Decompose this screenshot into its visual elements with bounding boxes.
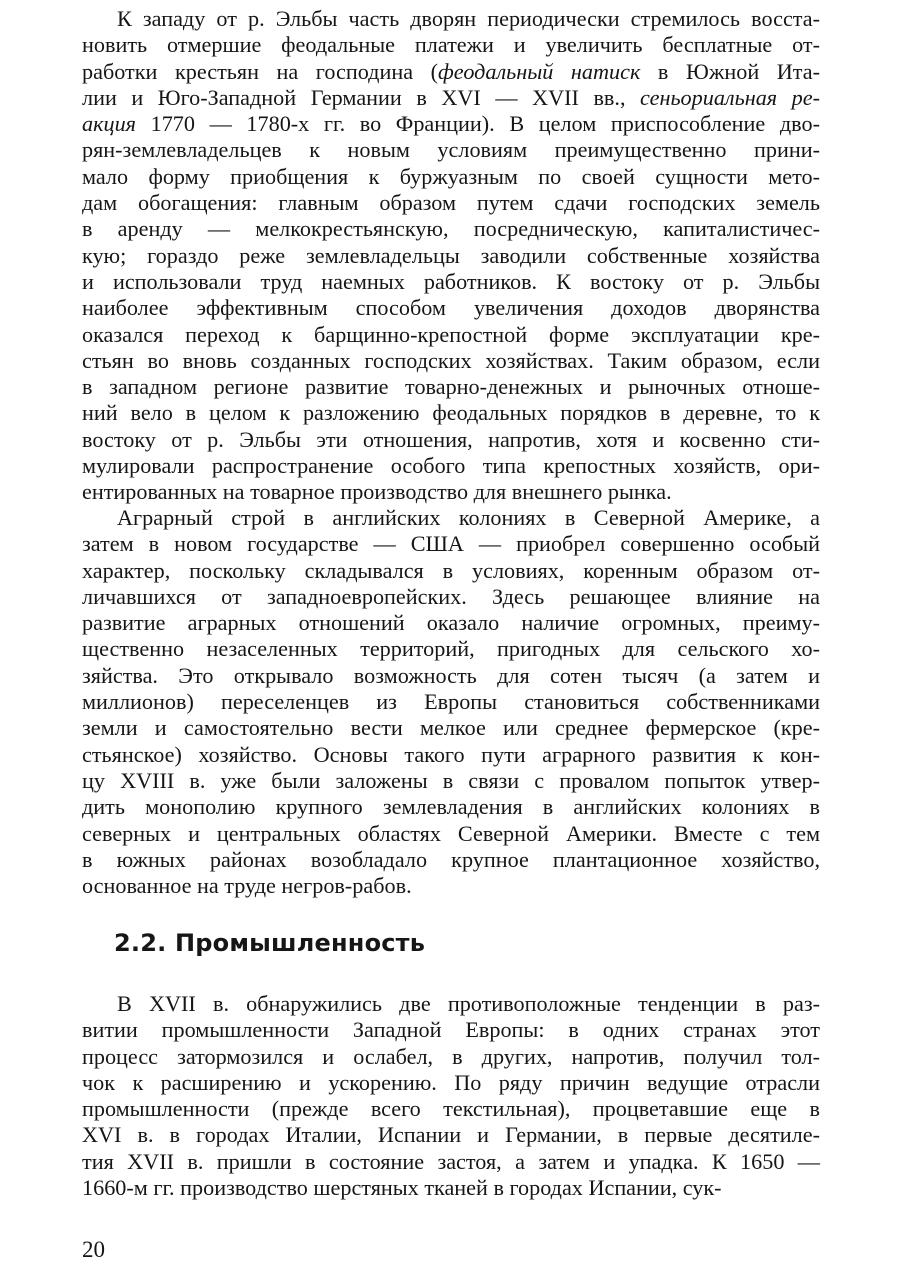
- text-run: развитие аграрных отношений оказало наличие огромных, преиму-: [82, 610, 820, 636]
- text-run: 1660-м гг. производство шерстяных тканей в городах Испании, сук-: [82, 1175, 722, 1201]
- text-line: [82, 847, 820, 873]
- text-run: и использовали труд наемных работников. К востоку от р. Эльбы: [82, 268, 820, 294]
- text-line: [82, 1017, 820, 1043]
- italic-term: феодальный натиск: [438, 58, 641, 84]
- text-run: ентированных на товарное производство для внешнего рынка.: [82, 479, 672, 505]
- text-line: [82, 1096, 820, 1122]
- text-line: [82, 821, 820, 847]
- text-run: процесс затормозился и ослабел, в других, напротив, получил тол-: [82, 1043, 820, 1069]
- text-run: личавшихся от западноевропейских. Здесь решающее влияние на: [82, 583, 820, 609]
- text-run: новить отмершие феодальные платежи и увеличить бесплатные от-: [82, 32, 820, 58]
- paragraph-2: [82, 505, 820, 899]
- text-line: [82, 479, 820, 505]
- text-line: [82, 558, 820, 584]
- text-run: мулировали распространение особого типа крепостных хозяйств, ори-: [82, 453, 820, 479]
- text-line: [82, 794, 820, 820]
- text-line: [82, 1070, 820, 1096]
- text-run: земли и самостоятельно вести мелкое или среднее фермерское (кре-: [82, 715, 820, 741]
- text-run: в аренду — мелкокрестьянскую, посредническую, капиталистичес-: [82, 216, 820, 242]
- text-line: [82, 85, 820, 111]
- text-line: [82, 505, 820, 531]
- text-run: промышленности (прежде всего текстильная), процветавшие еще в: [82, 1096, 820, 1122]
- text-line: [82, 243, 820, 269]
- text-run: ний вело в целом к разложению феодальных порядков в деревне, то к: [82, 400, 820, 426]
- section-heading: 2.2. Промышленность: [114, 929, 426, 957]
- text-line: [82, 991, 820, 1017]
- text-line: [82, 610, 820, 636]
- text-run: витии промышленности Западной Европы: в одних странах этот: [82, 1017, 820, 1043]
- text-line: [82, 216, 820, 242]
- text-run: востоку от р. Эльбы эти отношения, напротив, хотя и косвенно сти-: [82, 426, 820, 452]
- text-line: [82, 111, 820, 137]
- text-line: [82, 137, 820, 163]
- text-run: зяйства. Это открывало возможность для сотен тысяч (а затем и: [82, 662, 820, 688]
- paragraph-3: [82, 991, 820, 1201]
- text-run: северных и центральных областях Северной Америки. Вместе с тем: [82, 820, 820, 846]
- text-line: [82, 190, 820, 216]
- text-run: мало форму приобщения к буржуазным по своей сущности мето-: [82, 163, 820, 189]
- text-line: [82, 374, 820, 400]
- italic-term: сеньориальная ре-: [640, 84, 820, 110]
- text-line: [82, 531, 820, 557]
- text-run: тия XVII в. пришли в состояние застоя, а затем и упадка. К 1650 —: [82, 1148, 820, 1174]
- text-run: лии и Юго-Западной Германии в XVI — XVII вв.,: [82, 84, 641, 110]
- text-line: [82, 400, 820, 426]
- text-run: затем в новом государстве — США — приобрел совершенно особый: [82, 531, 820, 557]
- text-line: [82, 348, 820, 374]
- text-run: 1770 — 1780-х гг. во Франции). В целом приспособление дво-: [135, 111, 820, 137]
- text-run: в западном регионе развитие товарно-денежных и рыночных отноше-: [82, 374, 820, 400]
- text-run: стьян во вновь созданных господских хозяйствах. Таким образом, если: [82, 347, 820, 373]
- text-run: рян-землевладельцев к новым условиям преимущественно прини-: [82, 137, 820, 163]
- text-run: дить монополию крупного землевладения в английских колониях в: [82, 794, 820, 820]
- text-run: стьянское) хозяйство. Основы такого пути аграрного развития к кон-: [82, 741, 820, 767]
- text-run: в Южной Ита-: [640, 58, 820, 84]
- text-run: дам обогащения: главным образом путем сдачи господских земель: [82, 190, 820, 216]
- text-line: [82, 427, 820, 453]
- page-number: 20: [82, 1237, 105, 1262]
- text-run: кую; гораздо реже землевладельцы заводили собственные хозяйства: [82, 242, 820, 268]
- text-line: [82, 6, 820, 32]
- text-line: [82, 689, 820, 715]
- paragraph-1: [82, 6, 820, 506]
- text-line: [82, 59, 820, 85]
- text-line: [82, 873, 820, 899]
- text-run: наиболее эффективным способом увеличения доходов дворянства: [82, 295, 820, 321]
- text-line: [82, 584, 820, 610]
- text-run: К западу от р. Эльбы часть дворян периодически стремилось восста-: [117, 6, 820, 31]
- text-line: [82, 32, 820, 58]
- text-line: [82, 1149, 820, 1175]
- text-run: характер, поскольку складывался в условиях, коренным образом от-: [82, 557, 820, 583]
- text-line: [82, 768, 820, 794]
- text-run: чок к расширению и ускорению. По ряду причин ведущие отрасли: [82, 1069, 820, 1095]
- text-run: оказался переход к барщинно-крепостной форме эксплуатации кре-: [82, 321, 820, 347]
- text-run: основанное на труде негров-рабов.: [82, 873, 412, 899]
- text-line: [82, 715, 820, 741]
- text-line: [82, 164, 820, 190]
- text-run: миллионов) переселенцев из Европы становиться собственниками: [82, 689, 820, 715]
- text-run: работки крестьян на господина (: [82, 58, 439, 84]
- text-run: цу XVIII в. уже были заложены в связи с провалом попыток утвер-: [82, 767, 820, 793]
- text-line: [82, 453, 820, 479]
- text-line: [82, 1044, 820, 1070]
- text-run: в южных районах возобладало крупное плантационное хозяйство,: [82, 846, 820, 872]
- text-run: щественно незаселенных территорий, пригодных для сельского хо-: [82, 636, 820, 662]
- text-line: [82, 295, 820, 321]
- text-line: [82, 1175, 820, 1201]
- text-line: [82, 1122, 820, 1148]
- text-line: [82, 663, 820, 689]
- text-run: В XVII в. обнаружились две противоположные тенденции в раз-: [117, 991, 820, 1016]
- text-line: [82, 636, 820, 662]
- text-run: Аграрный строй в английских колониях в Северной Америке, а: [117, 505, 820, 530]
- italic-term: акция: [82, 111, 136, 137]
- text-line: [82, 322, 820, 348]
- text-run: XVI в. в городах Италии, Испании и Германии, в первые десятиле-: [82, 1122, 820, 1148]
- text-line: [82, 742, 820, 768]
- text-line: [82, 269, 820, 295]
